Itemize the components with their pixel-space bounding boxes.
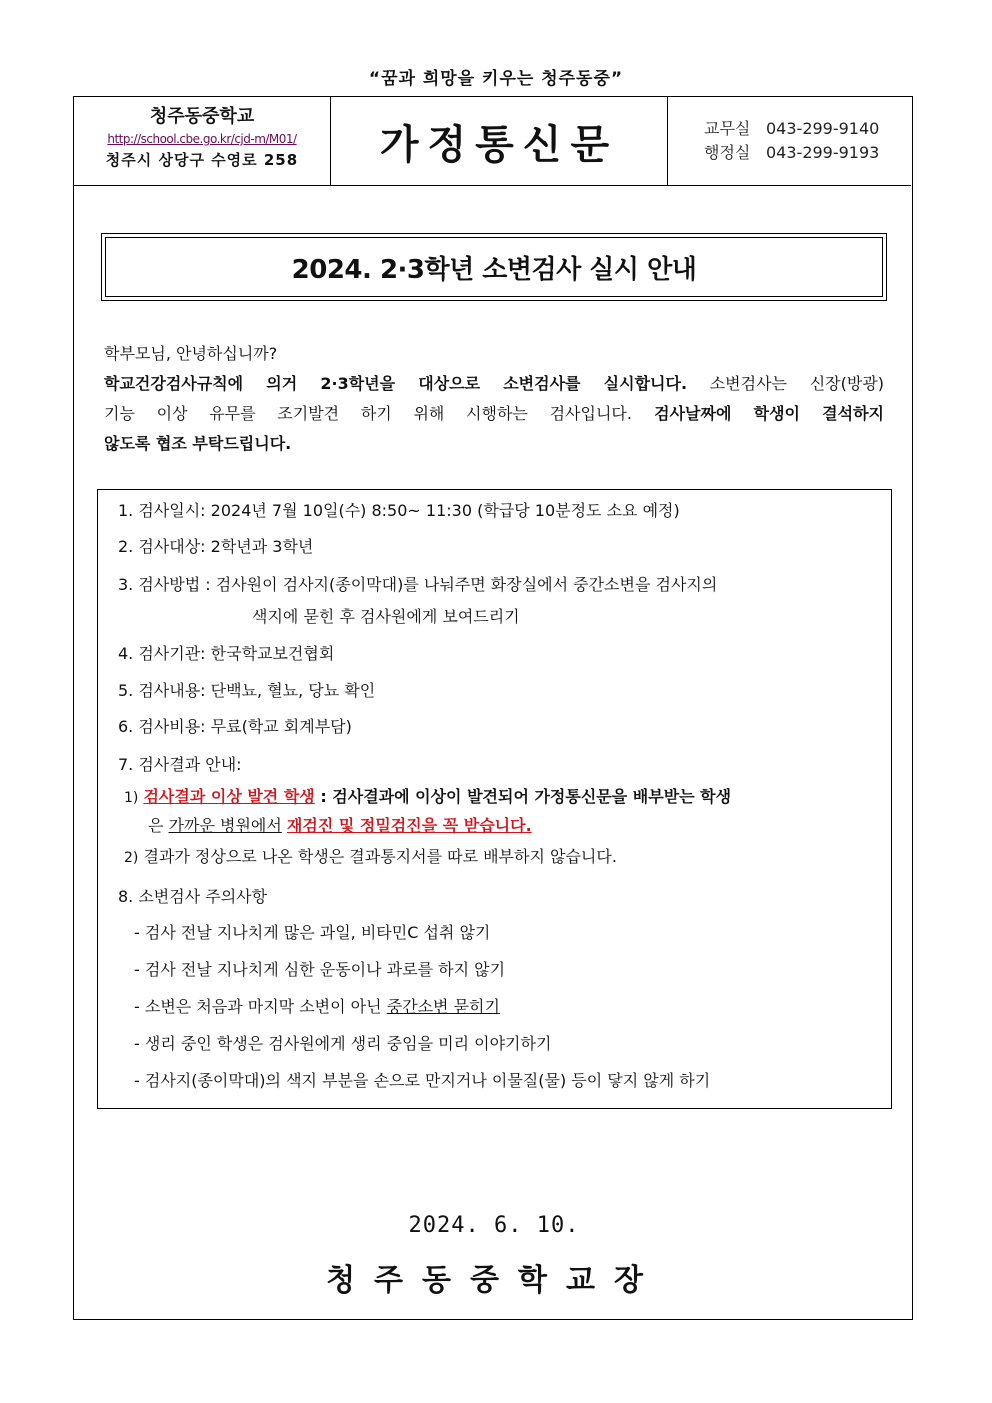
greeting: 학부모님, 안녕하십니까? [104, 344, 278, 363]
caution-title: 8. 소변검사 주의사항 [118, 887, 268, 906]
phone-label: 행정실 [704, 143, 751, 162]
intro-bold-text: 않도록 협조 부탁드립니다. [104, 434, 292, 453]
caution-item: - 검사 전날 지나치게 심한 운동이나 과로를 하지 않기 [134, 960, 506, 979]
intro-text: 소변검사는 신장(방광) [687, 374, 885, 393]
newsletter-frame [73, 96, 913, 1320]
result-item-1-cont [148, 815, 532, 837]
caution-item: - 생리 중인 학생은 검사원에게 생리 중임을 미리 이야기하기 [134, 1034, 552, 1053]
phone-number: 043-299-9193 [766, 143, 880, 162]
detail-content: 5. 검사내용: 단백뇨, 혈뇨, 당뇨 확인 [118, 681, 376, 700]
phone-number: 043-299-9140 [766, 119, 880, 138]
document-title: 2024. 2·3학년 소변검사 실시 안내 [105, 237, 883, 297]
newsletter-title: 가정통신문 [331, 97, 668, 185]
issue-date: 2024. 6. 10. [408, 1213, 580, 1238]
phone-label: 교무실 [704, 119, 751, 138]
detail-method-cont: 색지에 묻힌 후 검사원에게 보여드리기 [252, 607, 520, 626]
school-info [74, 97, 331, 185]
principal-signature: 청주동중학교장 [326, 1263, 662, 1298]
detail-target: 2. 검사대상: 2학년과 3학년 [118, 537, 314, 556]
result-text: 은 [148, 816, 169, 835]
school-address: 청주시 상당구 수영로 258 [105, 151, 299, 169]
list-number: 1) [124, 790, 139, 806]
detail-agency: 4. 검사기관: 한국학교보건협회 [118, 644, 335, 663]
phone-row-admin [704, 141, 911, 165]
result-text: 결과가 정상으로 나온 학생은 결과통지서를 따로 배부하지 않습니다. [143, 847, 617, 866]
intro-paragraph [104, 339, 884, 459]
result-text: : 검사결과에 이상이 발견되어 가정통신문을 배부받는 학생 [314, 787, 732, 806]
caution-text: - 소변은 처음과 마지막 소변이 아닌 [134, 997, 387, 1016]
detail-date: 1. 검사일시: 2024년 7월 10일(수) 8:50~ 11:30 (학급당 10분정도 소요 예정) [118, 501, 680, 520]
newsletter-header [74, 97, 911, 186]
caution-item [134, 996, 500, 1018]
school-url-link[interactable]: http://school.cbe.go.kr/cjd-m/M01/ [107, 132, 297, 146]
result-recheck-text: 재검진 및 정밀검진을 꼭 받습니다. [286, 816, 532, 835]
detail-cost: 6. 검사비용: 무료(학교 회계부담) [118, 717, 352, 736]
detail-result-title: 7. 검사결과 안내: [118, 755, 242, 774]
detail-method: 3. 검사방법 : 검사원이 검사지(종이막대)를 나눠주면 화장실에서 중간소변을 검사지의 [118, 575, 718, 594]
intro-line [104, 399, 884, 429]
list-number: 2) [124, 850, 139, 866]
school-motto: “꿈과 희망을 키우는 청주동중” [368, 69, 624, 89]
intro-bold-text: 학교건강검사규칙에 의거 2·3학년을 대상으로 소변검사를 실시합니다. [104, 374, 688, 393]
caution-item: - 검사지(종이막대)의 색지 부분을 손으로 만지거나 이물질(물) 등이 닿지 않게 하기 [134, 1071, 711, 1090]
intro-bold-text: 검사날짜에 학생이 결석하지 [631, 404, 884, 423]
result-item-2 [124, 846, 617, 869]
intro-text: 기능 이상 유무를 조기발견 하기 위해 시행하는 검사입니다. [104, 404, 632, 423]
intro-line [104, 369, 884, 399]
result-abnormal-label: 검사결과 이상 발견 학생 [143, 787, 315, 806]
contact-phones [668, 97, 911, 185]
document-title-box [101, 233, 887, 301]
caution-item: - 검사 전날 지나치게 많은 과일, 비타민C 섭취 않기 [134, 923, 491, 942]
details-box [97, 489, 892, 1109]
result-hospital-text: 가까운 병원에서 [168, 816, 282, 835]
phone-row-office [704, 117, 911, 141]
intro-line [104, 429, 884, 459]
caution-underlined-text: 중간소변 묻히기 [386, 997, 500, 1016]
result-item-1 [124, 786, 731, 809]
school-name: 청주동중학교 [149, 106, 255, 127]
